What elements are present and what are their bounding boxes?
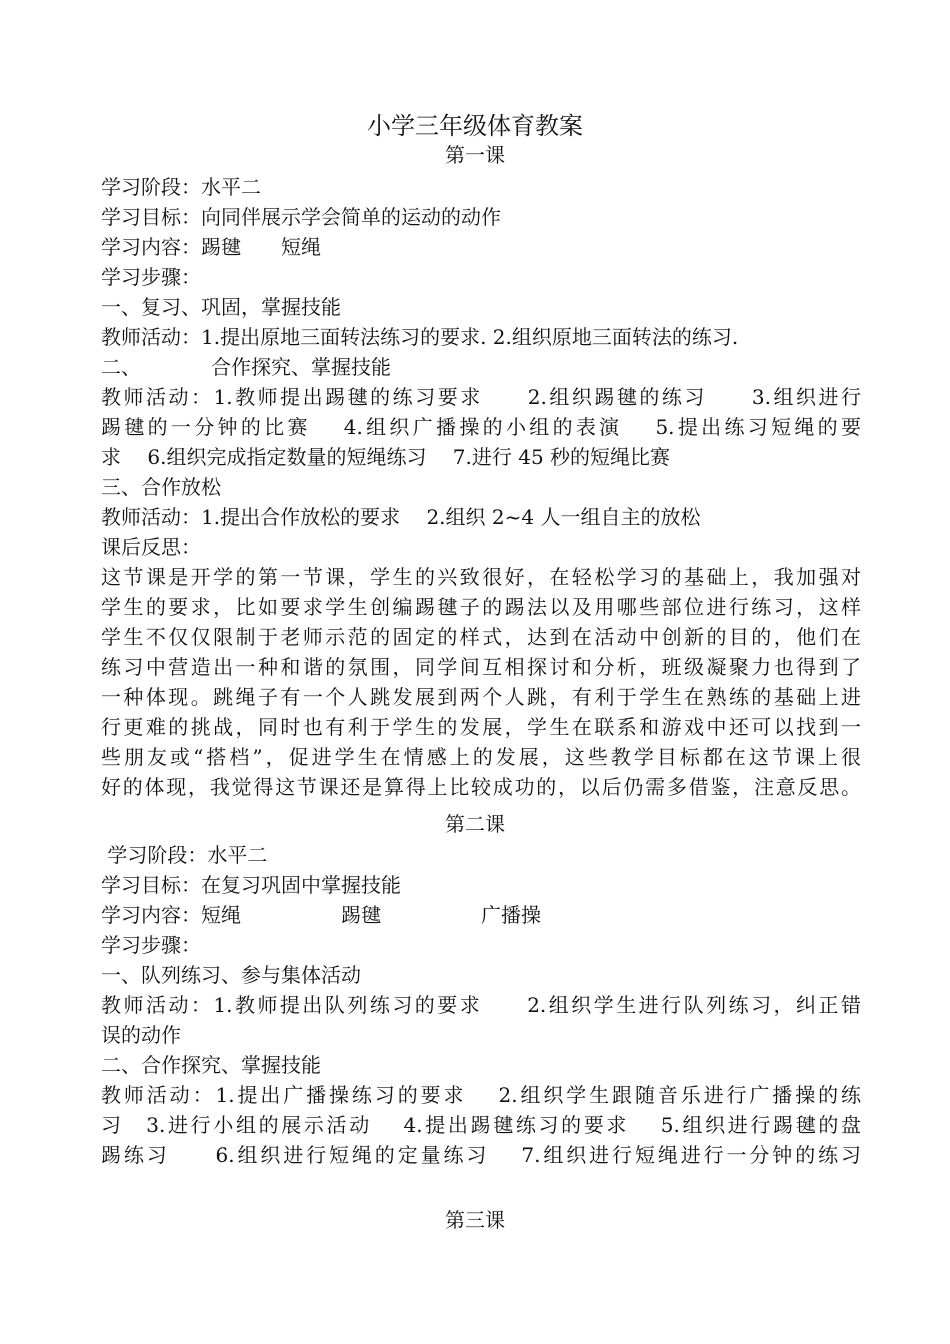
document-title: 小学三年级体育教案 [367, 112, 583, 140]
lesson2-line: 教师活动：1.提出广播操练习的要求 2.组织学生跟随音乐进行广播操的练 [101, 1083, 861, 1107]
lesson2-line: 学习阶段：水平二 [101, 843, 268, 867]
lesson2-line: 学习目标：在复习巩固中掌握技能 [101, 873, 401, 897]
reflection-line: 好的体现，我觉得这节课还是算得上比较成功的，以后仍需多借鉴，注意反思。 [101, 775, 861, 799]
reflection-line: 行更难的挑战，同时也有利于学生的发展，学生在联系和游戏中还可以找到一 [101, 715, 861, 739]
lesson2-line: 习 3.进行小组的展示活动 4.提出踢毽练习的要求 5.组织进行踢毽的盘 [101, 1113, 861, 1137]
lesson1-line: 教师活动：1.教师提出踢毽的练习要求 2.组织踢毽的练习 3.组织进行 [101, 385, 861, 409]
lesson1-line: 三、合作放松 [101, 475, 221, 499]
lesson2-line: 学习内容：短绳 踢毽 广播操 [101, 903, 541, 927]
lesson1-line: 学习步骤： [101, 265, 201, 289]
lesson1-line: 二、 合作探究、掌握技能 [101, 355, 391, 379]
lesson1-heading: 第一课 [445, 143, 505, 167]
lesson1-line: 教师活动：1.提出合作放松的要求 2.组织 2~4 人一组自主的放松 [101, 505, 701, 529]
lesson2-line: 教师活动：1.教师提出队列练习的要求 2.组织学生进行队列练习，纠正错 [101, 993, 861, 1017]
lesson1-line: 教师活动：1.提出原地三面转法练习的要求. 2.组织原地三面转法的练习. [101, 325, 739, 349]
lesson2-line: 踢练习 6.组织进行短绳的定量练习 7.组织进行短绳进行一分钟的练习 [101, 1143, 861, 1167]
lesson2-line: 二、合作探究、掌握技能 [101, 1053, 321, 1077]
lesson2-line: 一、队列练习、参与集体活动 [101, 963, 361, 987]
reflection-line: 些朋友或“搭档”，促进学生在情感上的发展，这些教学目标都在这节课上很 [101, 745, 861, 769]
lesson1-line: 学习目标：向同伴展示学会简单的运动的动作 [101, 205, 501, 229]
lesson2-heading: 第二课 [445, 812, 505, 836]
reflection-line: 这节课是开学的第一节课，学生的兴致很好，在轻松学习的基础上，我加强对 [101, 565, 861, 589]
lesson1-line: 踢毽的一分钟的比赛 4.组织广播操的小组的表演 5.提出练习短绳的要 [101, 415, 861, 439]
lesson1-line: 求 6.组织完成指定数量的短绳练习 7.进行 45 秒的短绳比赛 [101, 445, 671, 469]
lesson1-line: 课后反思： [101, 535, 201, 559]
reflection-line: 学生的要求，比如要求学生创编踢毽子的踢法以及用哪些部位进行练习，这样 [101, 595, 861, 619]
reflection-line: 一种体现。跳绳子有一个人跳发展到两个人跳，有利于学生在熟练的基础上进 [101, 685, 861, 709]
lesson2-line: 误的动作 [101, 1023, 181, 1047]
reflection-line: 练习中营造出一种和谐的氛围，同学间互相探讨和分析，班级凝聚力也得到了 [101, 655, 861, 679]
reflection-line: 学生不仅仅限制于老师示范的固定的样式，达到在活动中创新的目的，他们在 [101, 625, 861, 649]
lesson3-heading: 第三课 [445, 1208, 505, 1232]
lesson2-line: 学习步骤： [101, 933, 201, 957]
lesson1-line: 学习阶段：水平二 [101, 175, 261, 199]
lesson1-line: 一、复习、巩固，掌握技能 [101, 295, 341, 319]
lesson1-line: 学习内容：踢毽 短绳 [101, 235, 321, 259]
